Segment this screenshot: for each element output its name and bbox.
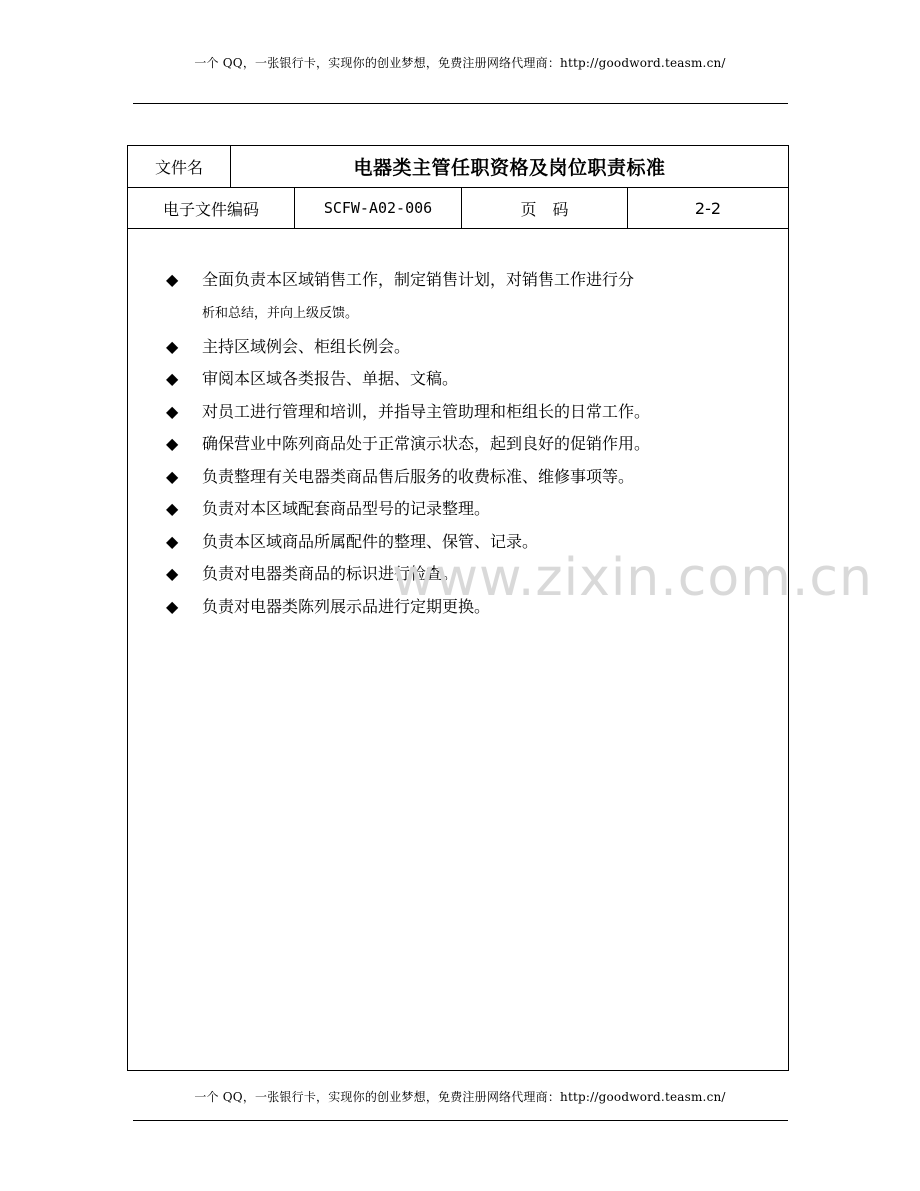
duty-item	[166, 337, 766, 357]
file-name-label: 文件名	[128, 146, 231, 187]
duty-text: 负责整理有关电器类商品售后服务的收费标准、维修事项等。	[202, 466, 635, 486]
duty-item	[166, 499, 766, 519]
watermark: www.zixin.com.cn	[392, 548, 873, 608]
code-row	[128, 188, 788, 229]
page-label: 页 码	[462, 188, 628, 228]
diamond-bullet-icon: ◆	[166, 564, 179, 583]
diamond-bullet-icon: ◆	[166, 499, 179, 518]
diamond-bullet-icon: ◆	[166, 596, 179, 616]
electronic-code-value: SCFW-A02-006	[295, 188, 462, 228]
diamond-bullet-icon: ◆	[166, 466, 179, 486]
duty-item	[166, 402, 766, 422]
duty-item	[166, 434, 766, 454]
document-title: 电器类主管任职资格及岗位职责标准	[353, 157, 666, 179]
header-rule	[133, 103, 788, 104]
page-value: 2-2	[694, 198, 722, 218]
diamond-bullet-icon: ◆	[166, 336, 179, 356]
duty-text: 全面负责本区域销售工作，制定销售计划，对销售工作进行分	[202, 270, 635, 289]
duty-text: 负责对电器类商品的标识进行检查。	[202, 564, 459, 583]
footer-rule	[133, 1120, 788, 1121]
document-frame	[127, 145, 789, 1071]
duty-text: 负责对本区域配套商品型号的记录整理。	[202, 499, 491, 518]
electronic-code-label: 电子文件编码	[128, 188, 295, 228]
footer-note: 一个 QQ，一张银行卡，实现你的创业梦想，免费注册网络代理商：http://goodword.teasm.cn/	[194, 1090, 726, 1104]
title-row	[128, 146, 788, 188]
duty-text-continued: 析和总结，并向上级反馈。	[202, 306, 359, 321]
duty-text: 负责本区域商品所属配件的整理、保管、记录。	[202, 531, 539, 551]
diamond-bullet-icon: ◆	[166, 369, 179, 388]
duty-item	[166, 369, 766, 389]
diamond-bullet-icon: ◆	[166, 401, 179, 421]
diamond-bullet-icon: ◆	[166, 270, 179, 289]
duty-text: 主持区域例会、柜组长例会。	[202, 336, 411, 356]
duty-text: 负责对电器类陈列展示品进行定期更换。	[202, 596, 491, 616]
duty-item	[166, 467, 766, 487]
duty-text: 审阅本区域各类报告、单据、文稿。	[202, 369, 459, 388]
duty-item	[166, 270, 766, 324]
header-note: 一个 QQ，一张银行卡，实现你的创业梦想，免费注册网络代理商：http://goodword.teasm.cn/	[194, 56, 726, 70]
duty-text: 对员工进行管理和培训，并指导主管助理和柜组长的日常工作。	[202, 401, 651, 421]
diamond-bullet-icon: ◆	[166, 531, 179, 551]
diamond-bullet-icon: ◆	[166, 434, 179, 453]
duty-text: 确保营业中陈列商品处于正常演示状态，起到良好的促销作用。	[202, 434, 651, 453]
